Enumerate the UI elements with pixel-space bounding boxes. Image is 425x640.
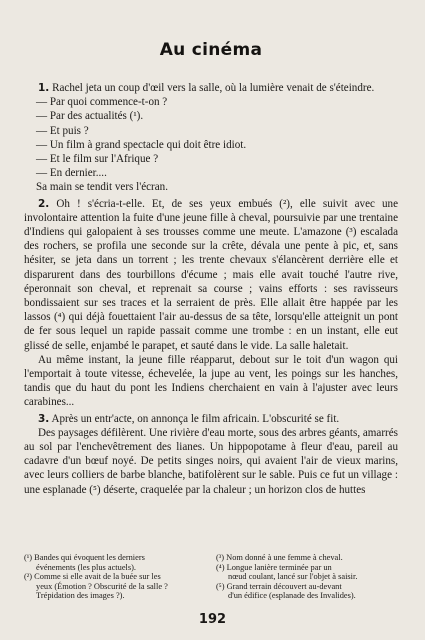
footnote-line: Trépidation des images ?). — [36, 591, 125, 601]
section-number: 2. — [38, 197, 50, 210]
section-text: Après un entr'acte, on annonça le film africain. L'obscurité se fit. — [51, 412, 340, 425]
page-title: Au cinéma — [159, 40, 263, 60]
footnote-line: yeux (Émotion ? Obscurité de la salle ? — [36, 581, 168, 591]
section-1-paragraph — [24, 81, 398, 95]
dialogue-line: — Et le film sur l'Afrique ? — [36, 153, 159, 166]
footnote-line: (²) Comme si elle avait de la buée sur les — [24, 572, 161, 582]
closing-line: Sa main se tendit vers l'écran. — [36, 181, 168, 194]
section-number: 3. — [38, 412, 50, 425]
footnote-line: (¹) Bandes qui évoquent les derniers — [24, 553, 145, 562]
dialogue-line: — En dernier.... — [36, 167, 107, 180]
section-text: Oh ! s'écria-t-elle. Et, de ses yeux embués (²), elle suivit avec une involontaire attention la fuite d'une jeune fille à cheval, poursuivie par une trentaine d'Indiens qui galopaient à ses trousses comme une meute. L'amazone (³) escalada des rochers, se profila une seconde sur la crête, dévala une pente à pic, et, sans hésiter, se jeta dans un torrent ; les trente chevaux s'élancèrent derrière elle et disparurent dans des tourbillons d'écume ; mais elle avait touché l'autre rive, éperonnait son cheval, et reprenait sa course ; vains efforts : ses ravisseurs bondissaient sur ses traces et la serraient de près. Elle allait être happée par les lassos (⁴) qui déjà fouettaient l'air au-dessus de sa tête, lorsqu'elle atteignit un pont de fer sous lequel un rapide passait comme une trombe : en un instant, elle eut glissé de selle, enjambé le parapet, et sauté dans le vide. La salle haletait. — [24, 197, 398, 352]
footnote-line: d'un édifice (esplanade des Invalides). — [228, 591, 356, 601]
footnotes — [24, 553, 398, 601]
main-text — [24, 81, 398, 497]
footnote-line: événements (les plus actuels). — [36, 562, 137, 572]
footnote-line: (⁴) Longue lanière terminée par un — [216, 562, 332, 572]
section-2-paragraph-2: Au même instant, la jeune fille réapparut, debout sur le toit d'un wagon qui l'emportait à toute vitesse, échevelée, la jupe au vent, les poings sur les hanches, tandis que du haut du pont les Indiens cherchaient en vain à l'ajuster avec leurs carabines... — [24, 353, 398, 409]
footnotes-right — [216, 553, 398, 601]
section-text: Rachel jeta un coup d'œil vers la salle, où la lumière venait de s'éteindre. — [52, 82, 375, 94]
footnote-line: (³) Nom donné à une femme à cheval. — [216, 553, 343, 562]
footnotes-left — [24, 553, 206, 601]
section-3-paragraph-2: Des paysages défilèrent. Une rivière d'eau morte, sous des arbres géants, amarrés au sol par l'enchevêtrement des lianes. Un hippopotame à fleur d'eau, pareil au cadavre d'un bœuf noyé. De petits singes noirs, qui avaient l'air de vieux marins, avec leurs colliers de barbe blanche, batifolèrent sur le sable. Puis ce fut un village : une esplanade (⁵) déserte, craquelée par la chaleur ; un horizon clos de huttes — [24, 426, 398, 496]
footnote-line: (⁵) Grand terrain découvert au-devant — [216, 581, 342, 591]
dialogue-line: — Et puis ? — [36, 124, 89, 137]
section-3-paragraph — [24, 412, 398, 426]
dialogue-line: — Un film à grand spectacle qui doit être idiot. — [36, 138, 247, 151]
section-2-paragraph — [24, 197, 398, 353]
footnote-line: nœud coulant, lancé sur l'objet à saisir. — [228, 572, 358, 582]
page-number: 192 — [198, 612, 227, 627]
dialogue-line: — Par quoi commence-t-on ? — [36, 96, 168, 109]
dialogue-line: — Par des actualités (¹). — [36, 110, 144, 123]
section-number: 1. — [38, 82, 50, 94]
